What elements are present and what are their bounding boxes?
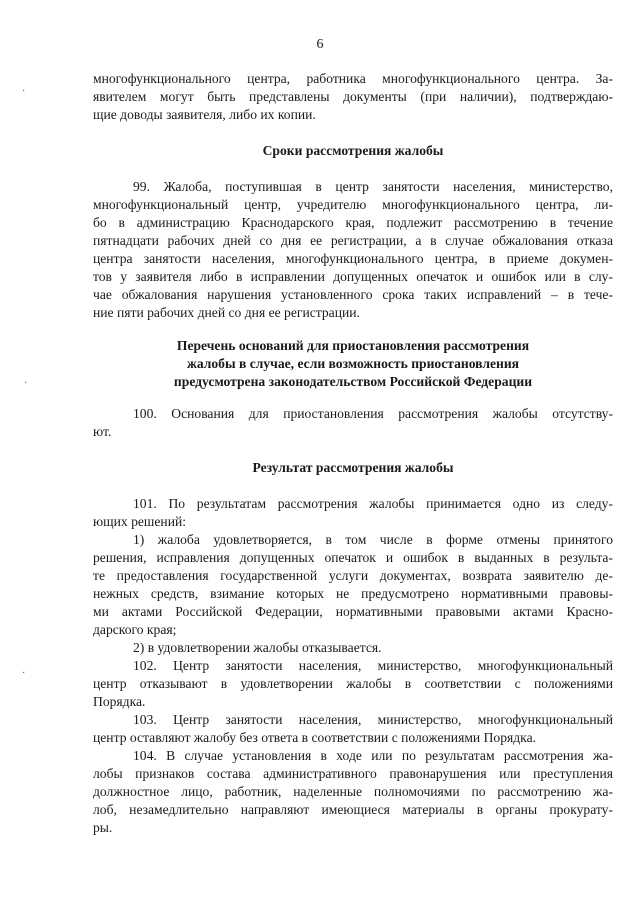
text-line: решения, исправления допущенных опечаток и ошибок в выданных в результа- xyxy=(93,550,613,565)
margin-mark: · xyxy=(22,86,26,97)
text-line: лоб, незамедлительно направляют имеющиеся материалы в органы прокурату- xyxy=(93,802,613,817)
text-line: центр оставляют жалобу без ответа в соответствии с положениями Порядка. xyxy=(93,730,537,745)
text-line: 1) жалоба удовлетворяется, в том числе в форме отмены принятого xyxy=(133,532,613,547)
text-line: явителем могут быть представлены документы (при наличии), подтверждаю- xyxy=(93,89,613,104)
text-line: 99. Жалоба, поступившая в центр занятости населения, министерство, xyxy=(133,179,613,194)
text-line: лобы признаков состава административного правонарушения или преступления xyxy=(93,766,613,781)
text-line: многофункционального центра, работника многофункционального центра. За- xyxy=(93,71,613,86)
text-line: 103. Центр занятости населения, министерство, многофункциональный xyxy=(133,712,613,727)
text-line: ние пяти рабочих дней со дня ее регистрации. xyxy=(93,305,360,320)
text-line: чае обжалования нарушения установленного срока таких исправлений – в тече- xyxy=(93,287,613,302)
text-line: щие доводы заявителя, либо их копии. xyxy=(93,107,316,122)
text-line: 101. По результатам рассмотрения жалобы принимается одно из следу- xyxy=(133,496,613,511)
text-line: ры. xyxy=(93,820,113,835)
heading-line: предусмотрена законодательством Российской Федерации xyxy=(173,374,533,389)
margin-mark: · xyxy=(22,668,26,679)
text-line: тов у заявителя либо в исправлении допущенных опечаток и ошибок или в слу- xyxy=(93,269,613,284)
page-number: 6 xyxy=(316,37,324,52)
text-line: многофункциональный центр, учредителю многофункционального центра, ли- xyxy=(93,197,613,212)
text-line: те предоставления государственной услуги документах, возврата заявителю де- xyxy=(93,568,613,583)
text-line: ми актами Российской Федерации, нормативными правовыми актами Красно- xyxy=(93,604,613,619)
heading-line: жалобы в случае, если возможность приостановления xyxy=(186,356,520,371)
margin-mark: · xyxy=(24,378,28,389)
text-line: 102. Центр занятости населения, министерство, многофункциональный xyxy=(133,658,613,673)
text-line: 104. В случае установления в ходе или по результатам рассмотрения жа- xyxy=(133,748,613,763)
text-line: нежных средств, взимание которых не предусмотрено нормативными правовы- xyxy=(93,586,613,601)
text-line: пятнадцати рабочих дней со дня ее регистрации, а в случае обжалования отказа xyxy=(93,233,613,248)
text-line: ющих решений: xyxy=(93,514,187,529)
text-line: центра занятости населения, многофункционального центра, в приеме докумен- xyxy=(93,251,613,266)
text-line: ют. xyxy=(93,424,112,439)
heading-line: Перечень оснований для приостановления рассмотрения xyxy=(176,338,530,353)
text-line: центр отказывают в удовлетворении жалобы в соответствии с положениями xyxy=(93,676,613,691)
text-line: бо в администрацию Краснодарского края, подлежит рассмотрению в течение xyxy=(93,215,613,230)
section-heading: Сроки рассмотрения жалобы xyxy=(262,143,444,158)
text-line: должностное лицо, работник, наделенные полномочиями по рассмотрению жа- xyxy=(93,784,613,799)
section-heading: Результат рассмотрения жалобы xyxy=(252,460,454,475)
text-line: дарского края; xyxy=(93,622,177,637)
text-line: Порядка. xyxy=(93,694,146,709)
list-item-2: 2) в удовлетворении жалобы отказывается. xyxy=(133,640,382,655)
text-line: 100. Основания для приостановления рассмотрения жалобы отсутству- xyxy=(133,406,613,421)
